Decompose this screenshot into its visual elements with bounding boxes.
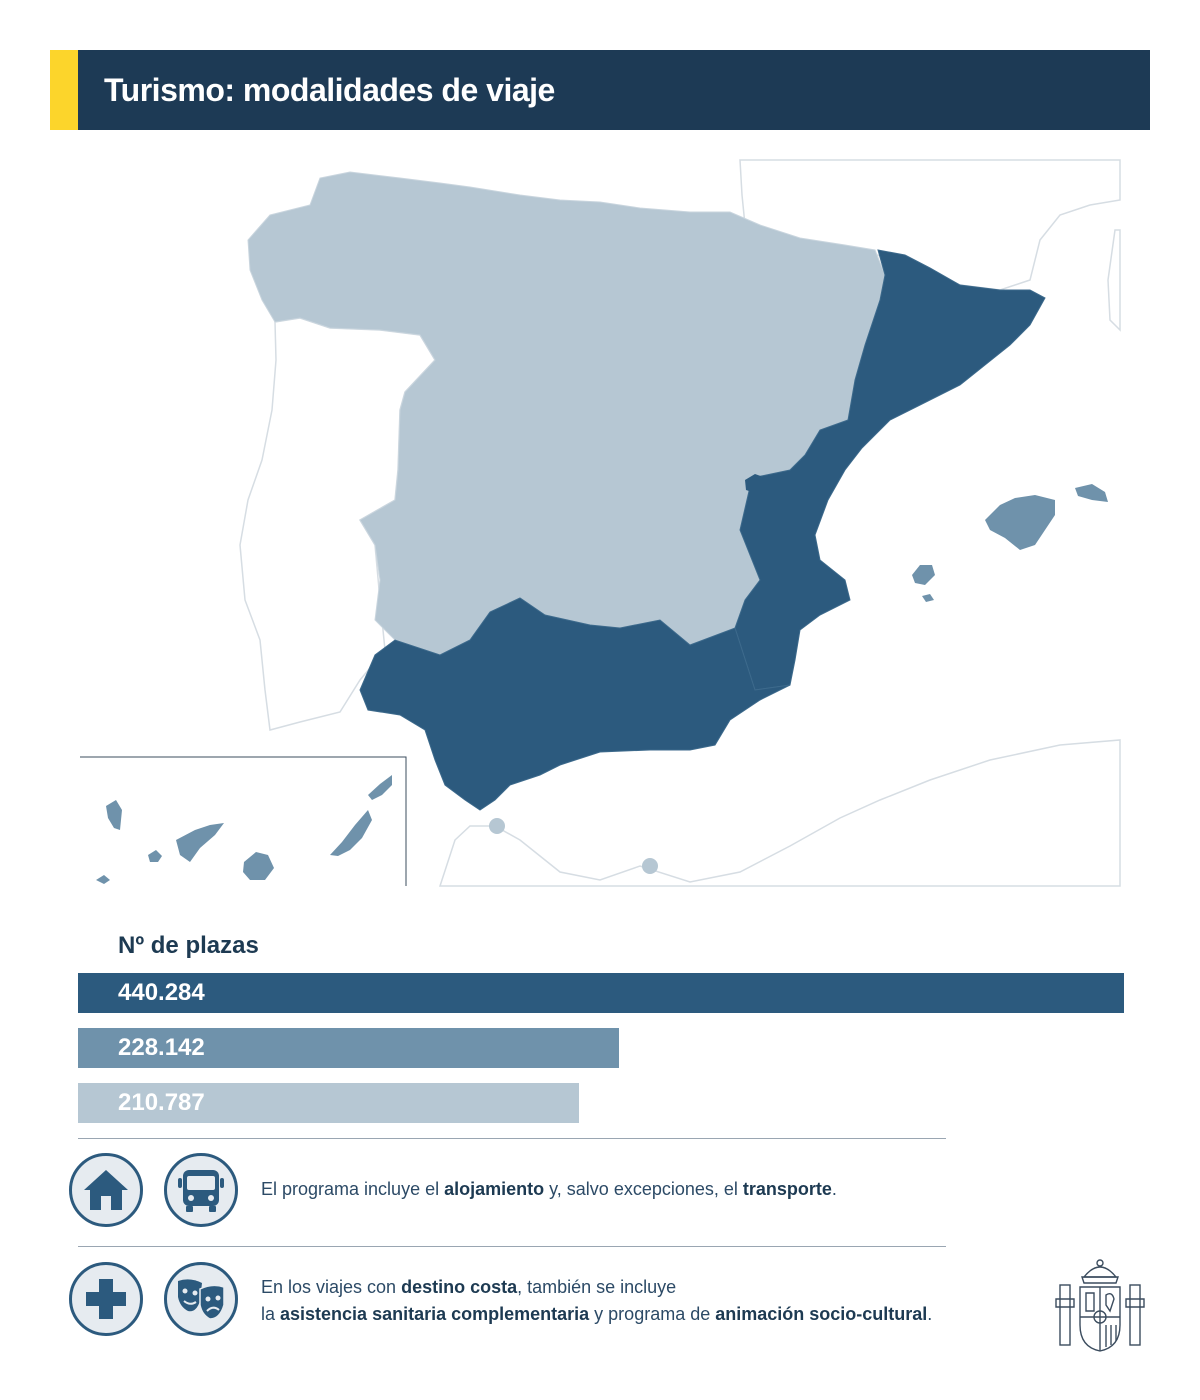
region-medium-gomera xyxy=(148,850,162,862)
page-title: Turismo: modalidades de viaje xyxy=(104,71,555,108)
info-bold-animacion: animación socio-cultural xyxy=(715,1304,928,1324)
bus-icon xyxy=(164,1153,238,1227)
region-medium-gran-canaria xyxy=(243,852,274,880)
divider-2 xyxy=(78,1246,946,1247)
bar-value-3 xyxy=(78,1083,579,1123)
region-medium-fuerteventura xyxy=(330,810,372,856)
spain-map xyxy=(0,130,1200,900)
info-text-2-line-2: la asistencia sanitaria complementaria y programa de animación socio-cultural. xyxy=(261,1304,933,1324)
melilla-point xyxy=(642,858,658,874)
region-medium-mallorca xyxy=(985,495,1055,550)
bar-label-3: 210.787 xyxy=(118,1089,205,1116)
region-medium-menorca xyxy=(1075,484,1108,502)
bar-value-2 xyxy=(78,1028,619,1068)
header-accent-bar xyxy=(50,50,78,130)
divider-1 xyxy=(78,1138,946,1139)
region-medium-la-palma xyxy=(106,800,122,830)
coat-of-arms-icon xyxy=(1054,1255,1146,1355)
bar-label-2: 228.142 xyxy=(118,1034,205,1061)
info-bold-asistencia: asistencia sanitaria complementaria xyxy=(280,1304,590,1324)
region-medium-tenerife xyxy=(176,823,224,862)
bar-value-1 xyxy=(78,973,1124,1013)
ceuta-point xyxy=(489,818,505,834)
header-banner xyxy=(50,50,1150,130)
info-text-1: El programa incluye el alojamiento y, salvo excepciones, el transporte. xyxy=(261,1179,837,1199)
region-medium-formentera xyxy=(922,594,934,602)
region-medium-lanzarote xyxy=(368,775,392,800)
theater-masks-icon xyxy=(164,1262,238,1336)
canarias-inset-frame xyxy=(80,757,406,886)
info-text-2 xyxy=(261,1274,932,1328)
home-icon xyxy=(69,1153,143,1227)
info-bold-destino-costa: destino costa xyxy=(401,1277,518,1297)
region-medium-ibiza xyxy=(912,565,935,585)
sardinia-land xyxy=(1108,230,1120,330)
bar-label-1: 440.284 xyxy=(118,979,205,1006)
chart-title: Nº de plazas xyxy=(118,932,259,959)
info-bold-transporte: transporte xyxy=(742,1179,832,1199)
plus-icon xyxy=(69,1262,143,1336)
info-text-2-line-1: En los viajes con destino costa, también se incluye xyxy=(261,1277,677,1297)
info-bold-alojamiento: alojamiento xyxy=(444,1179,545,1199)
region-medium-hierro xyxy=(96,875,110,884)
